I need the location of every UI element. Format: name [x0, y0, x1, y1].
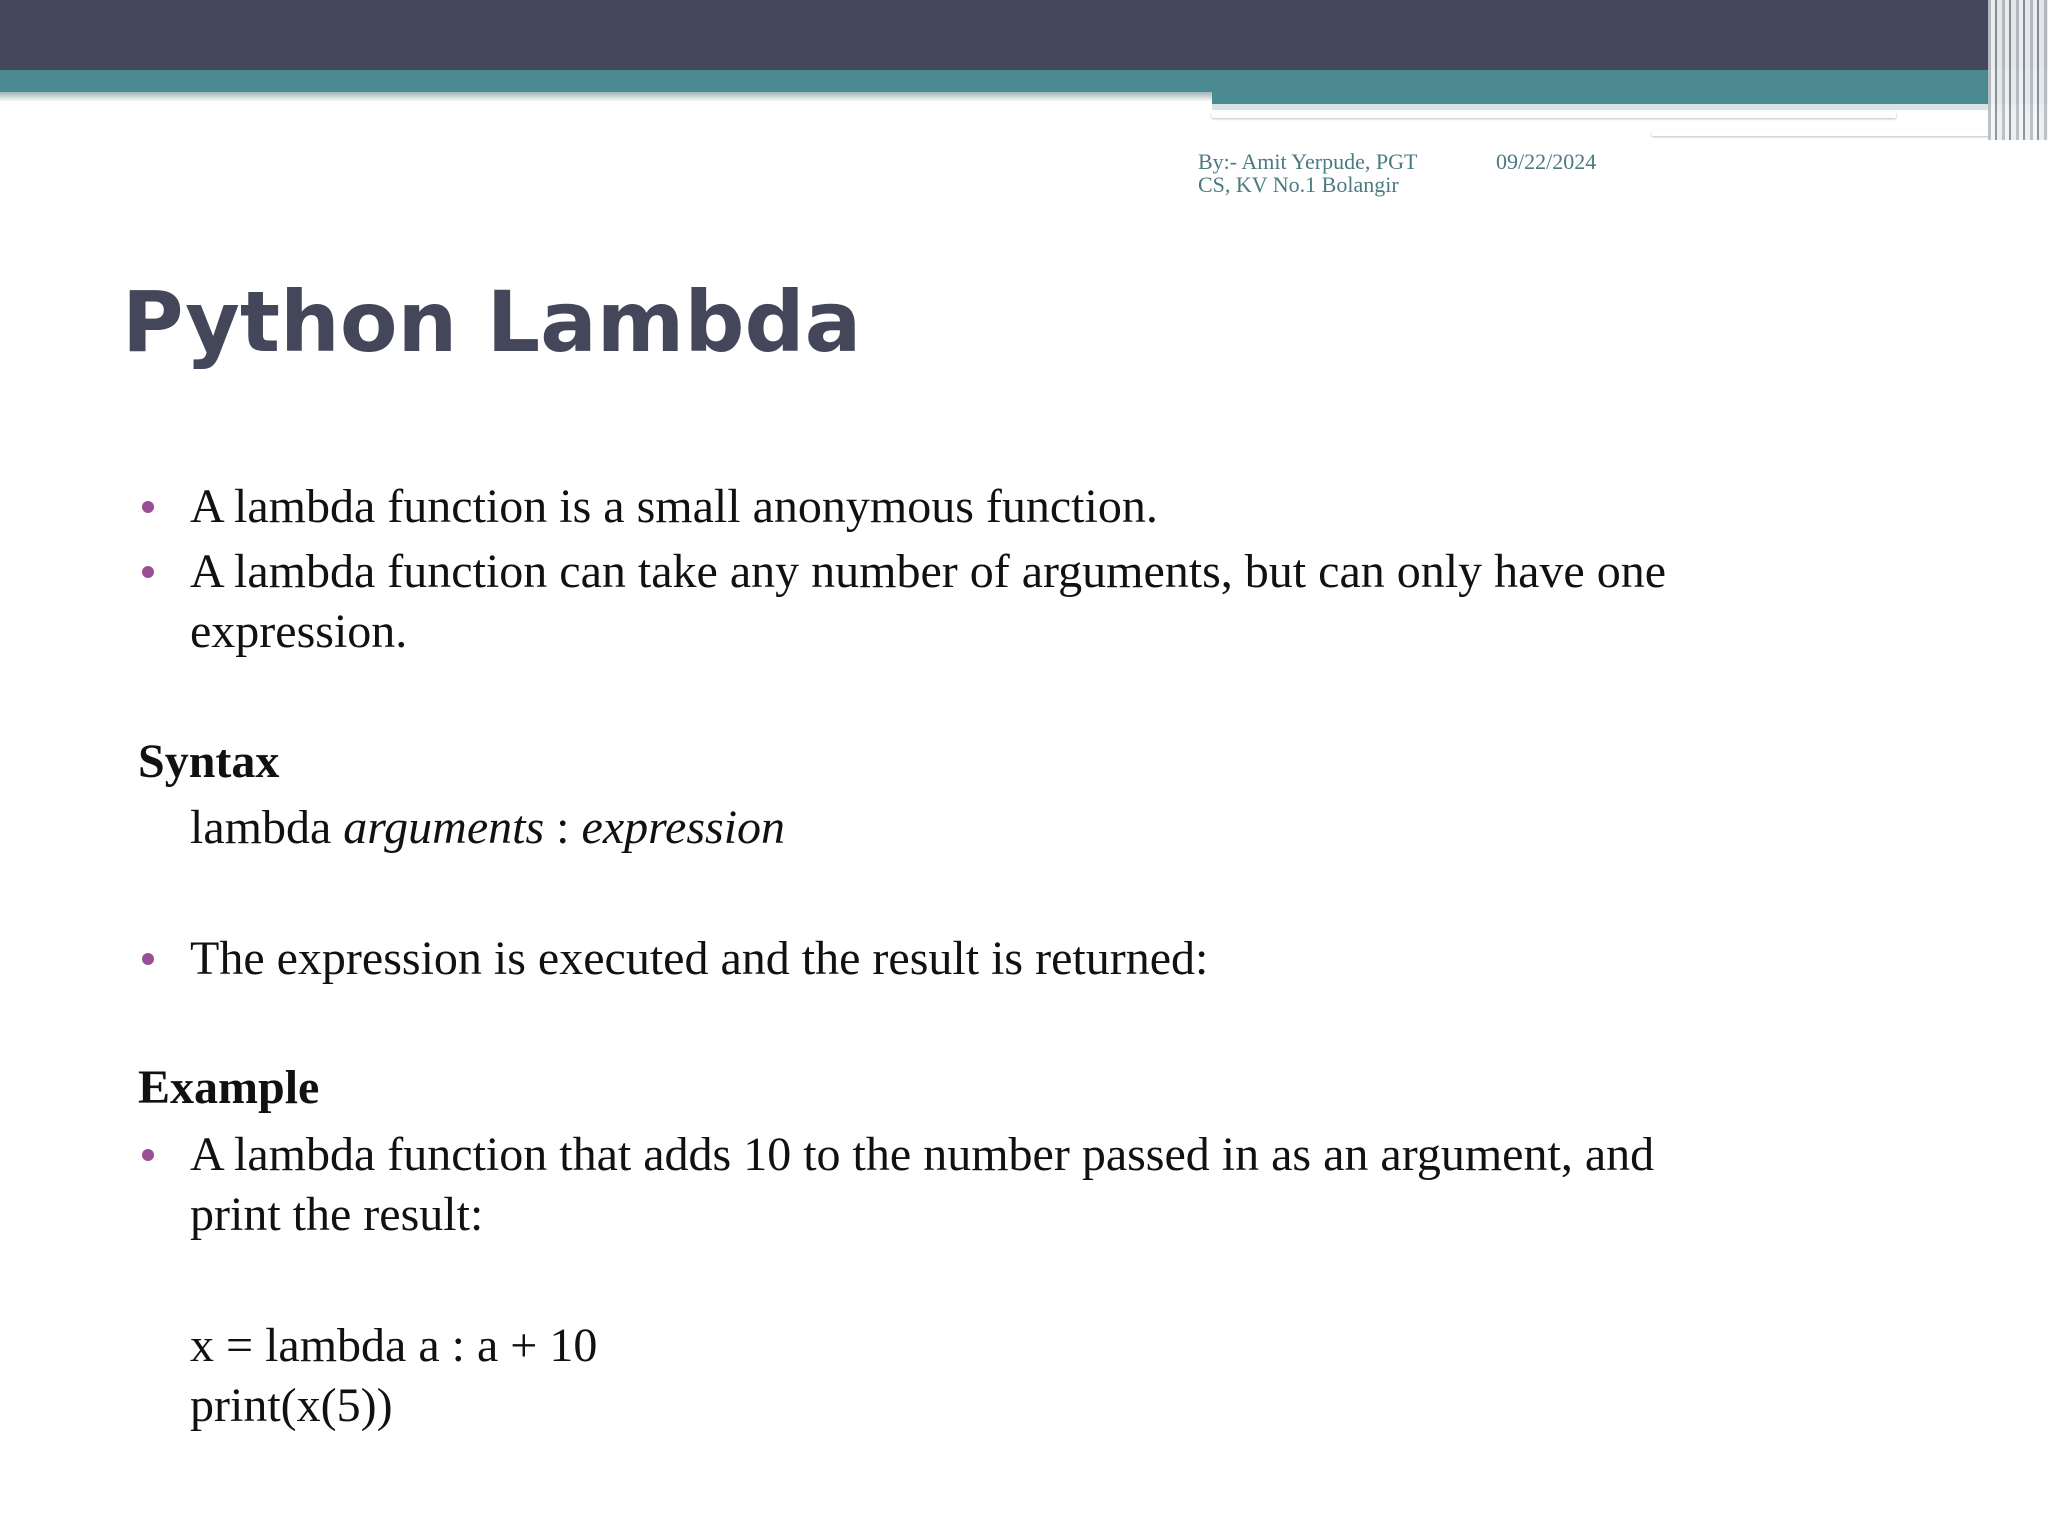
example-bullet-line-1: A lambda function that adds 10 to the number passed in as an argument, and	[190, 1128, 1655, 1181]
header-rule-short	[1652, 130, 2012, 136]
code-line-1: x = lambda a : a + 10	[190, 1319, 598, 1372]
slide-title: Python Lambda	[122, 273, 862, 371]
syntax-expression: expression	[581, 801, 786, 854]
bullet-marker	[142, 1149, 154, 1161]
author-credit	[1198, 150, 1458, 196]
bullet-text-arguments-continued: expression.	[190, 605, 408, 658]
bullet-marker	[142, 566, 154, 578]
header-edge-stripes	[1988, 0, 2048, 140]
bullet-text-anonymous: A lambda function is a small anonymous function.	[190, 480, 1158, 533]
header-light-strip	[1212, 104, 2048, 110]
author-line-1: By:- Amit Yerpude, PGT	[1198, 149, 1418, 174]
syntax-keyword: lambda	[190, 801, 332, 854]
syntax-separator: :	[556, 801, 570, 854]
bullet-marker	[142, 501, 154, 513]
header-rule-long	[1212, 112, 1896, 118]
header-shadow	[0, 92, 1212, 102]
author-line-2: CS, KV No.1 Bolangir	[1198, 172, 1399, 197]
syntax-line	[190, 798, 785, 858]
header-teal-tab	[1212, 92, 2048, 104]
bullet-text-arguments: A lambda function can take any number of arguments, but can only have one	[190, 545, 1666, 598]
example-bullet-line-2: print the result:	[190, 1188, 484, 1241]
bullet-text-result: The expression is executed and the result is returned:	[190, 932, 1209, 985]
syntax-heading: Syntax	[138, 735, 280, 788]
example-heading: Example	[138, 1061, 320, 1114]
syntax-arguments: arguments	[343, 801, 545, 854]
bullet-marker	[142, 953, 154, 965]
header-dark-band	[0, 0, 2048, 70]
slide-date: 09/22/2024	[1496, 149, 1597, 174]
code-line-2: print(x(5))	[190, 1379, 393, 1432]
header-teal-band	[0, 70, 2048, 92]
